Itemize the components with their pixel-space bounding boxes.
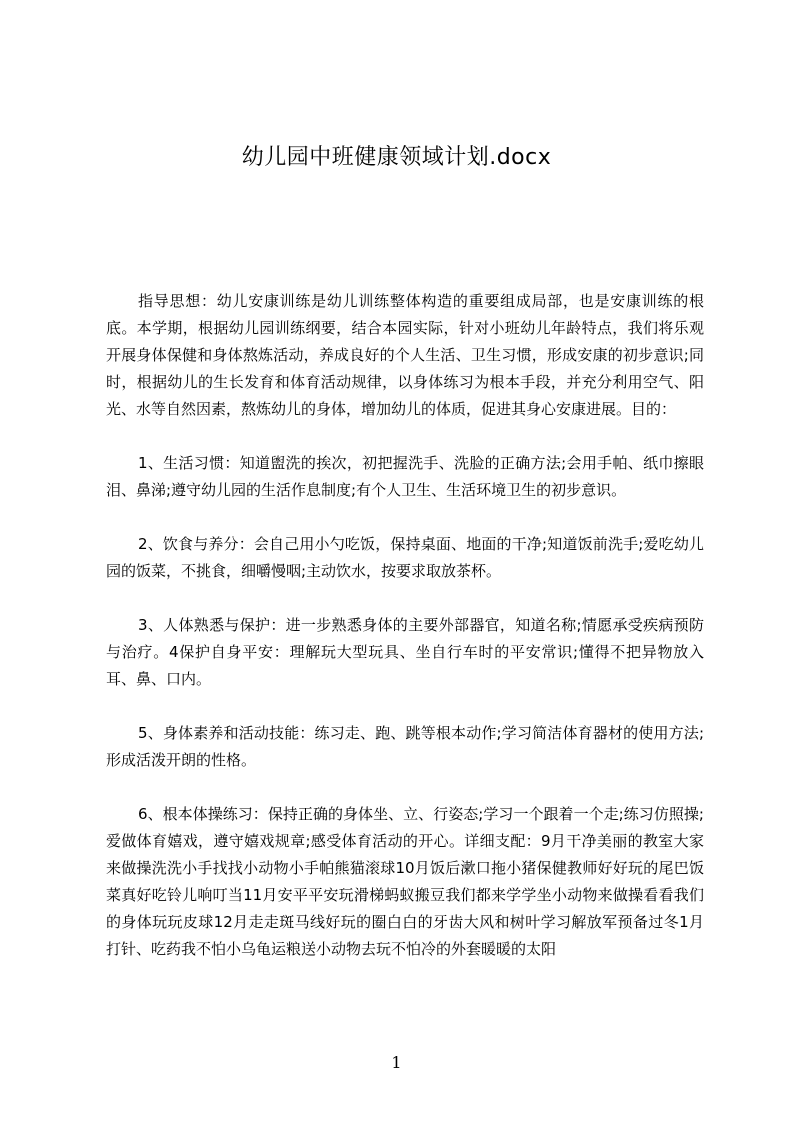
paragraph-guiding-ideology: 指导思想：幼儿安康训练是幼儿训练整体构造的重要组成局部，也是安康训练的根底。本学期，根据幼儿园训练纲要，结合本园实际，针对小班幼儿年龄特点，我们将乐观开展身体保健和身体熬炼活动，养成良好的个人生活、卫生习惯，形成安康的初步意识;同时，根据幼儿的生长发育和体育活动规律，以身体练习为根本手段，并充分利用空气、阳光、水等自然因素，熬炼幼儿的身体，增加幼儿的体质，促进其身心安康进展。目的： [106, 292, 704, 418]
document-body [106, 288, 704, 963]
paragraph-body-protection: 3、人体熟悉与保护：进一步熟悉身体的主要外部器官，知道名称;情愿承受疾病预防与治疗。4保护自身平安：理解玩大型玩具、坐自行车时的平安常识;懂得不把异物放入耳、鼻、口内。 [106, 616, 704, 688]
page-number: 1 [391, 1053, 402, 1072]
paragraph-diet-nutrition: 2、饮食与养分：会自己用小勺吃饭，保持桌面、地面的干净;知道饭前洗手;爱吃幼儿园的饭菜，不挑食，细嚼慢咽;主动饮水，按要求取放茶杯。 [106, 535, 704, 580]
paragraph-basic-exercises: 6、根本体操练习：保持正确的身体坐、立、行姿态;学习一个跟着一个走;练习仿照操;爱做体育嬉戏，遵守嬉戏规章;感受体育活动的开心。详细支配：9月干净美丽的教室大家来做操洗洗小手找找小动物小手帕熊猫滚球10月饭后漱口拖小猪保健教师好好玩的尾巴饭菜真好吃铃儿响叮当11月安平平安玩滑梯蚂蚁搬豆我们都来学学坐小动物来做操看看我们的身体玩玩皮球12月走走斑马线好玩的圈白白的牙齿大风和树叶学习解放军预备过冬1月打针、吃药我不怕小乌龟运粮送小动物去玩不怕冷的外套暖暖的太阳 [106, 805, 704, 958]
document-title: 幼儿园中班健康领域计划.docx [241, 145, 552, 170]
paragraph-living-habits: 1、生活习惯：知道盥洗的挨次，初把握洗手、洗脸的正确方法;会用手帕、纸巾擦眼泪、鼻涕;遵守幼儿园的生活作息制度;有个人卫生、生活环境卫生的初步意识。 [106, 454, 704, 499]
paragraph-physical-skills: 5、身体素养和活动技能：练习走、跑、跳等根本动作;学习简洁体育器材的使用方法;形成活泼开朗的性格。 [106, 724, 704, 769]
